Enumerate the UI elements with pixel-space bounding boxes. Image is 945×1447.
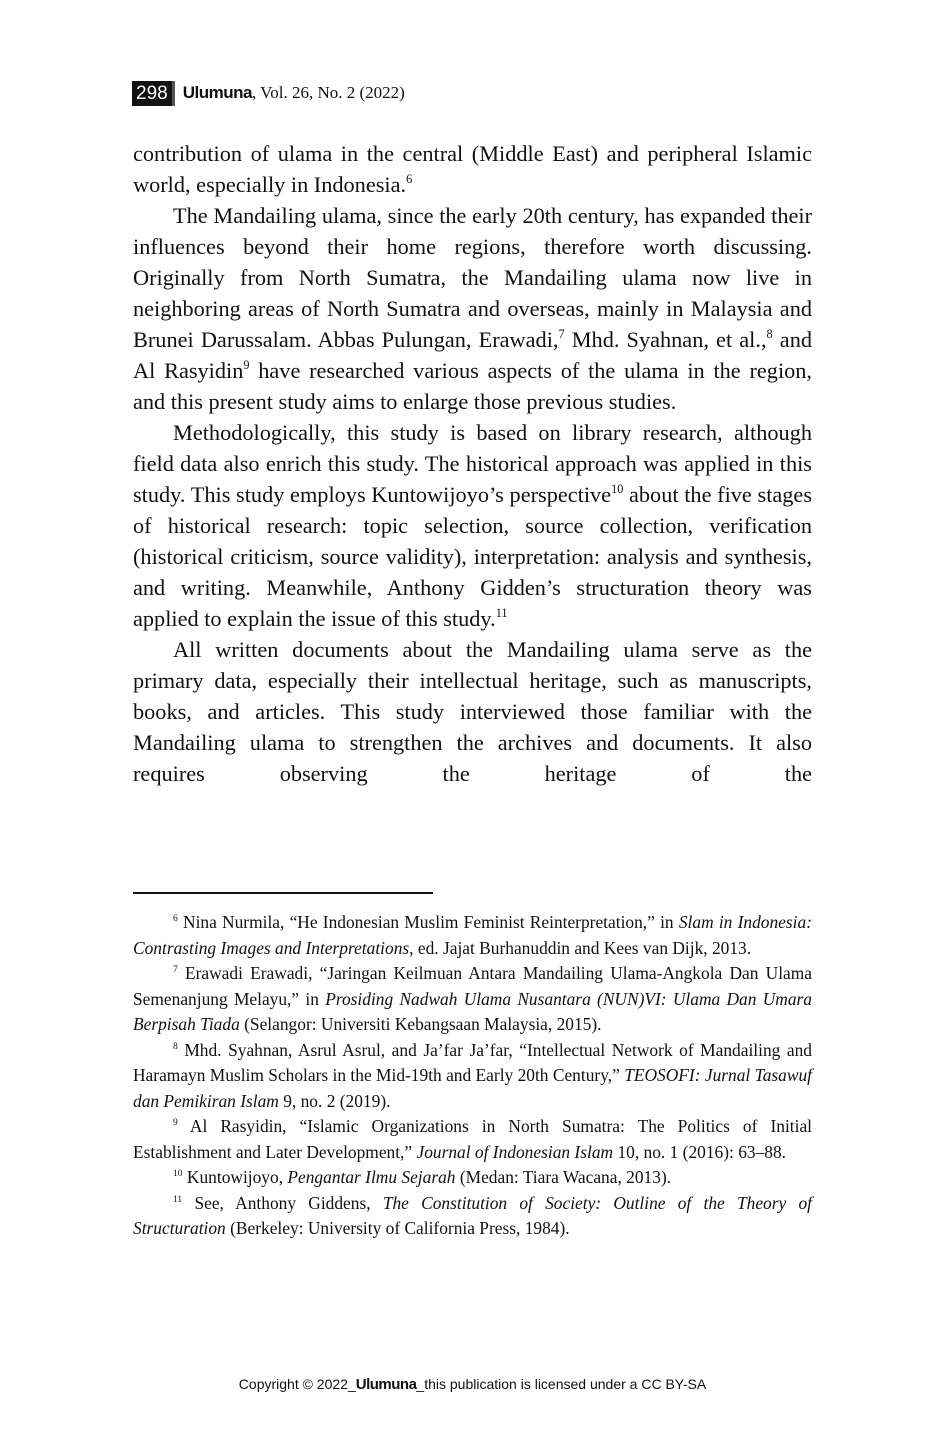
footnote: [133, 1114, 812, 1165]
text-run: 9, no. 2 (2019).: [278, 1090, 391, 1111]
paragraph: [133, 417, 812, 634]
text-run: contribution of ulama in the central (Middle East) and peripheral Islamic world, especially in Indonesia.: [133, 141, 812, 197]
running-header: [132, 80, 405, 106]
footnote-ref: 9: [243, 357, 250, 372]
text-run: Nina Nurmila, “He Indonesian Muslim Feminist Reinterpretation,” in: [177, 912, 679, 932]
text-run: Kuntowijoyo,: [182, 1167, 288, 1187]
footnote-ref: 8: [766, 326, 773, 341]
text-run: about the five stages of historical research: topic selection, source collection, verification (historical criticism, source validity), interpretation: analysis and synthesis, and writing. Meanwhile, Anthony Gidden’s structuration theory was applied to explain the issue of this study.: [133, 482, 813, 631]
italic-title: Journal of Indonesian Islam: [416, 1141, 614, 1162]
page-number: 298: [132, 81, 175, 106]
footnote: [133, 1191, 812, 1242]
italic-title: The Constitution of Society: Outline of the Theory of Structuration: [133, 1192, 812, 1238]
copyright-suffix: _this publication is licensed under a CC BY-SA: [416, 1376, 707, 1392]
footnote-ref: 7: [173, 963, 178, 975]
text-run: , ed. Jajat Burhanuddin and Kees van Dijk, 2013.: [409, 937, 752, 958]
text-run: Erawadi Erawadi, “Jaringan Keilmuan Antara Mandailing Ulama-Angkola Dan Ulama Semenanjung Melayu,” in: [133, 963, 812, 1009]
footnote-ref: 6: [406, 171, 413, 186]
body-text: [133, 138, 812, 789]
footnote: [133, 910, 812, 961]
italic-title: Pengantar Ilmu Sejarah: [287, 1167, 456, 1187]
copyright-footer: [0, 1376, 945, 1393]
text-run: Mhd. Syahnan, Asrul Asrul, and Ja’far Ja’far, “Intellectual Network of Mandailing and Haramayn Muslim Scholars in the Mid-19th and Early 20th Century,”: [133, 1039, 812, 1085]
footnote-ref: 11: [173, 1193, 183, 1205]
paragraph: [133, 200, 812, 417]
italic-title: Prosiding Nadwah Ulama Nusantara (NUN)VI: Ulama Dan Umara Berpisah Tiada: [133, 988, 812, 1034]
footnote-ref: 11: [495, 605, 508, 620]
journal-logo-footer: Ulumuna: [355, 1376, 417, 1393]
text-run: (Selangor: Universiti Kebangsaan Malaysia, 2015).: [239, 1014, 602, 1034]
text-run: 10, no. 1 (2016): 63–88.: [613, 1141, 787, 1162]
text-run: Mhd. Syahnan, et al.,: [564, 327, 767, 352]
text-run: The Mandailing ulama, since the early 20th century, has expanded their influences beyond their home regions, therefore worth discussing. Originally from North Sumatra, the Mandailing ulama now live in neighboring areas of North Sumatra and overseas, mainly in Malaysia and Brunei Darussalam. Abbas Pulungan, Erawadi,: [133, 203, 812, 352]
text-run: All written documents about the Mandailing ulama serve as the primary data, especially their intellectual heritage, such as manuscripts, books, and articles. This study interviewed those familiar with the Mandailing ulama to strengthen the archives and documents. It also requires observing the heritage of the: [133, 637, 812, 786]
text-run: have researched various aspects of the ulama in the region, and this present study aims to enlarge those previous studies.: [133, 358, 813, 414]
footnote-ref: 7: [558, 326, 565, 341]
journal-logo: Ulumuna: [182, 83, 252, 102]
volume-info: , Vol. 26, No. 2 (2022): [251, 83, 405, 102]
footnote-ref: 10: [611, 481, 624, 496]
paragraph: [133, 138, 812, 200]
copyright-prefix: Copyright © 2022_: [238, 1376, 356, 1392]
text-run: See, Anthony Giddens,: [182, 1192, 383, 1213]
footnote-divider: [133, 892, 433, 894]
text-run: and Al Rasyidin: [133, 327, 812, 383]
italic-title: TEOSOFI: Jurnal Tasawuf dan Pemikiran Islam: [133, 1065, 812, 1111]
text-run: Al Rasyidin, “Islamic Organizations in North Sumatra: The Politics of Initial Establishment and Later Development,”: [133, 1116, 812, 1162]
footnote: [133, 961, 812, 1038]
footnote-ref: 10: [173, 1167, 183, 1179]
footnote-ref: 6: [173, 912, 178, 924]
footnote-ref: 9: [173, 1116, 178, 1128]
text-run: (Medan: Tiara Wacana, 2013).: [455, 1167, 672, 1187]
footnote-ref: 8: [173, 1040, 178, 1052]
paragraph: [133, 634, 812, 789]
text-run: (Berkeley: University of California Press, 1984).: [225, 1218, 570, 1238]
italic-title: Slam in Indonesia: Contrasting Images and Interpretations: [133, 912, 812, 958]
footnote: [133, 1165, 812, 1191]
text-run: Methodologically, this study is based on library research, although field data also enrich this study. The historical approach was applied in this study. This study employs Kuntowijoyo’s perspective: [133, 420, 812, 507]
footnotes: [133, 910, 812, 1242]
footnote: [133, 1038, 812, 1115]
